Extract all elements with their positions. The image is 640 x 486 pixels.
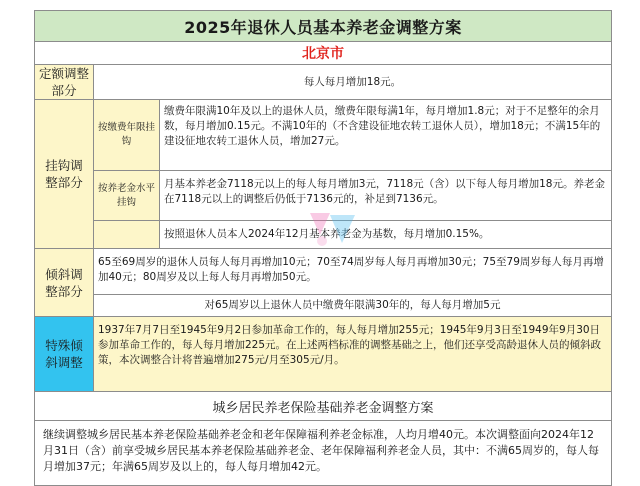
percentage-sublabel-empty — [93, 220, 160, 249]
fixed-adjustment-label: 定额调整部分 — [34, 64, 94, 100]
urban-rural-content: 继续调整城乡居民基本养老保险基础养老金和老年保障福利养老金标准，人均月增40元。本次调整面向2024年12月31日（含）前享受城乡居民基本养老保险基础养老金、老年保障福利养老金人员，其中：不满65周岁的，每人每月增加37元；年满65周岁及以上的，每人每月增加42元。 — [34, 420, 612, 486]
tilt-age-content: 65至69周岁的退休人员每人每月再增加10元；70至74周岁每人每月再增加30元；75至79周岁每人每月再增加40元；80周岁及以上每人每月再增加50元。 — [93, 248, 612, 295]
linked-adjustment-label: 挂钩调整部分 — [34, 99, 94, 249]
pension-level-content: 月基本养老金7118元以上的每人每月增加3元，7118元（含）以下每人每月增加18元。养老金在7118元以上的调整后仍低于7136元的，补足到7136元。 — [159, 170, 612, 221]
contribution-years-sublabel: 按缴费年限挂钩 — [93, 99, 160, 171]
tilt-contribution-content: 对65周岁以上退休人员中缴费年限满30年的，每人每月增加5元 — [93, 294, 612, 317]
city-heading: 北京市 — [34, 41, 612, 65]
special-adjustment-label: 特殊倾斜调整 — [34, 316, 94, 392]
page-title: 2025年退休人员基本养老金调整方案 — [34, 10, 612, 42]
tilt-adjustment-label: 倾斜调整部分 — [34, 248, 94, 317]
urban-rural-title: 城乡居民养老保险基础养老金调整方案 — [34, 391, 612, 421]
special-adjustment-content: 1937年7月7日至1945年9月2日参加革命工作的，每人每月增加255元；1945年9月3日至1949年9月30日参加革命工作的，每人每月增加225元。在上述两档标准的调整基础之上，他们还享受高龄退休人员的倾斜政策，本次调整合计将普遍增加275元/月至305元/月。 — [93, 316, 612, 392]
fixed-adjustment-content: 每人每月增加18元。 — [93, 64, 612, 100]
pension-level-sublabel: 按养老金水平挂钩 — [93, 170, 160, 221]
contribution-years-content: 缴费年限满10年及以上的退休人员，缴费年限每满1年，每月增加1.8元；对于不足整年的余月数，每月增加0.15元。不满10年的（不含建设征地农转工退休人员），增加18元；不满15年的建设征地农转工退休人员，增加27元。 — [159, 99, 612, 171]
percentage-content: 按照退休人员本人2024年12月基本养老金为基数，每月增加0.15%。 — [159, 220, 612, 249]
